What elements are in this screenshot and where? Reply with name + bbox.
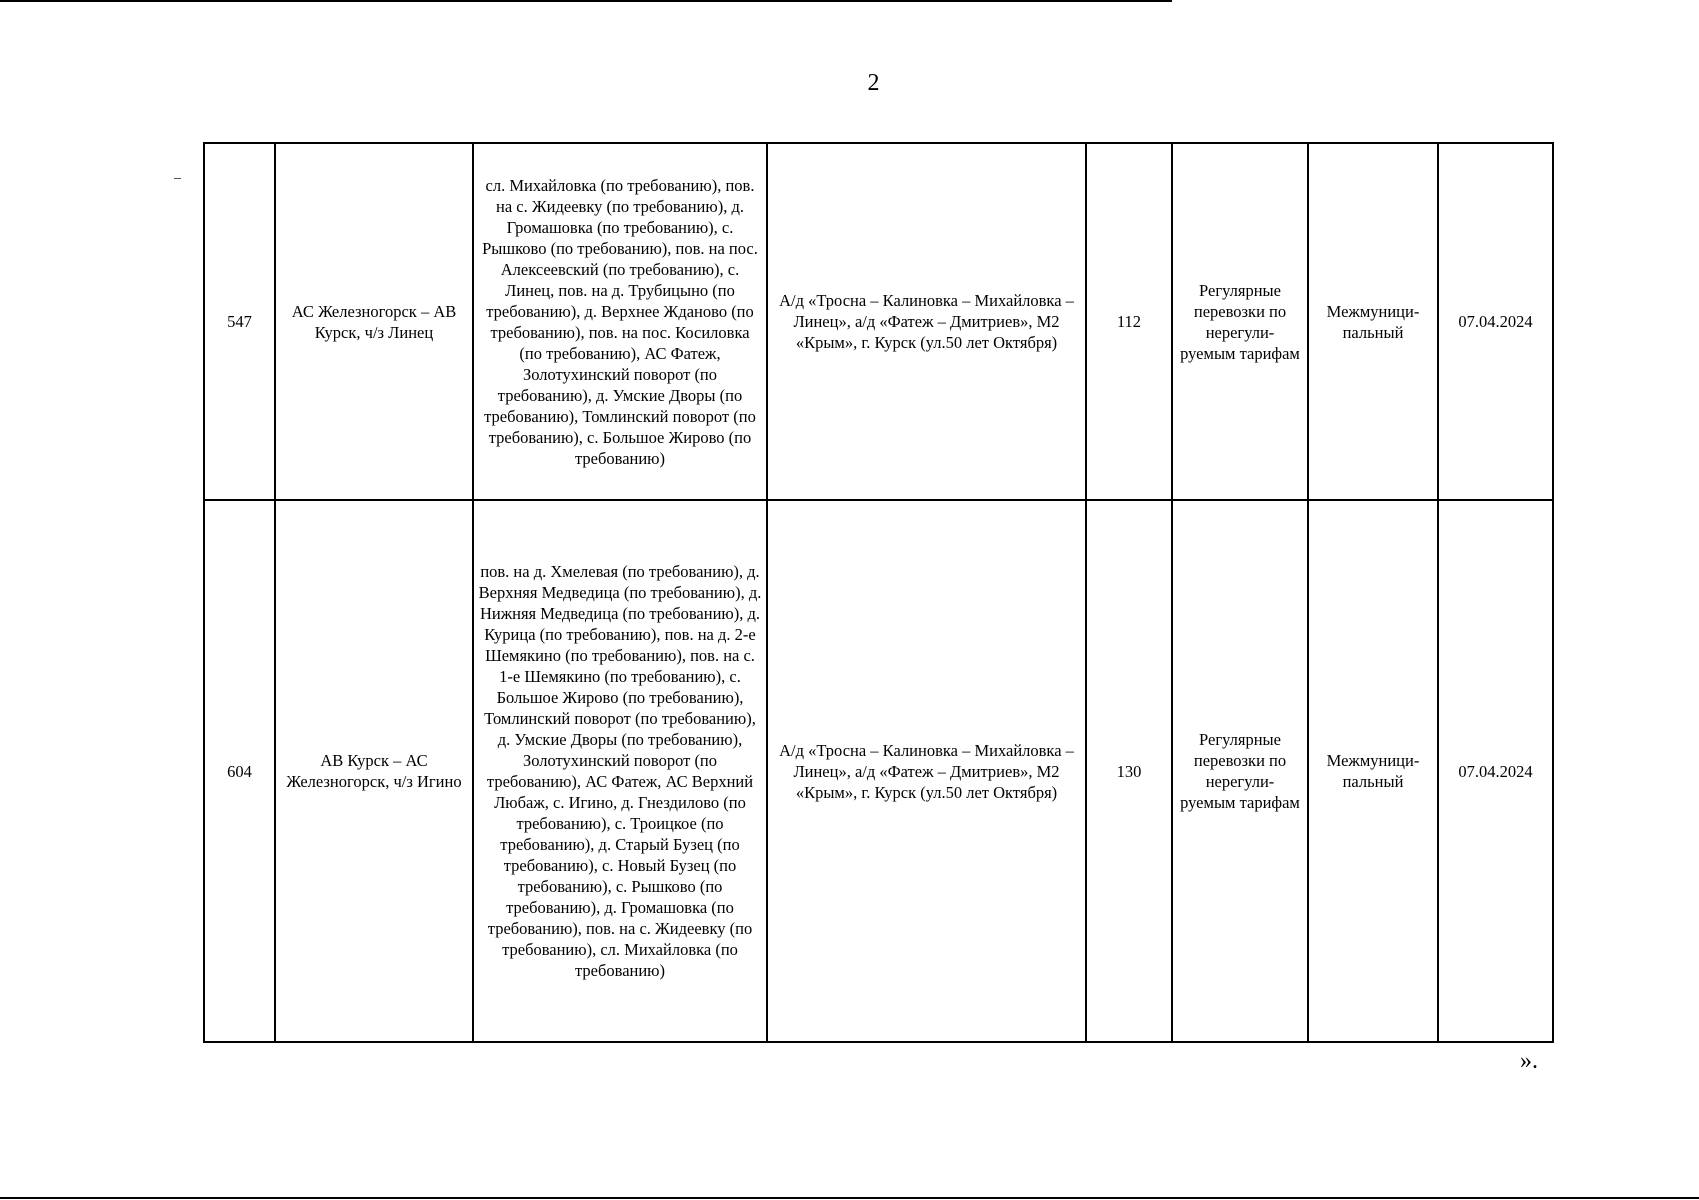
page-number: 2 (867, 70, 880, 96)
route-roads-cell: А/д «Тросна – Калиновка – Михайловка – Линец», а/д «Фатеж – Дмитриев», М2 «Крым», г. Курск (ул.50 лет Октября) (767, 500, 1086, 1042)
route-stops-cell: пов. на д. Хмелевая (по требованию), д. Верхняя Медведица (по требованию), д. Нижняя Медведица (по требованию), д. Курица (по требованию), пов. на д. 2-е Шемякино (по требованию), пов. на с. 1-е Шемякино (по требованию), с. Большое Жирово (по требованию), Томлинский поворот (по требованию), д. Умские Дворы (по требованию), Золотухинский поворот (по требованию), АС Фатеж, АС Верхний Любаж, с. Игино, д. Гнездилово (по требованию), с. Троицкое (по требованию), д. Старый Бузец (по требованию), с. Новый Бузец (по требованию), с. Рышково (по требованию), д. Громашовка (по требованию), пов. на с. Жидеевку (по требованию), сл. Михайловка (по требованию) (473, 500, 767, 1042)
route-kind-cell: Межмуници-пальный (1308, 143, 1438, 500)
route-length-cell: 112 (1086, 143, 1172, 500)
bottom-edge-rule (0, 1197, 1699, 1199)
route-date-cell: 07.04.2024 (1438, 143, 1553, 500)
route-name-cell: АС Железногорск – АВ Курск, ч/з Линец (275, 143, 473, 500)
table-row (204, 500, 1553, 1042)
route-name-cell: АВ Курск – АС Железногорск, ч/з Игино (275, 500, 473, 1042)
route-number-cell: 547 (204, 143, 275, 500)
table-row (204, 143, 1553, 500)
route-kind-cell: Межмуници-пальный (1308, 500, 1438, 1042)
closing-quote-mark: ». (1520, 1048, 1538, 1074)
route-length-cell: 130 (1086, 500, 1172, 1042)
margin-mark (174, 178, 181, 179)
route-roads-cell: А/д «Тросна – Калиновка – Михайловка – Линец», а/д «Фатеж – Дмитриев», М2 «Крым», г. Курск (ул.50 лет Октября) (767, 143, 1086, 500)
route-date-cell: 07.04.2024 (1438, 500, 1553, 1042)
transport-type-cell: Регулярные перевозки по нерегули-руемым тарифам (1172, 143, 1308, 500)
transport-type-cell: Регулярные перевозки по нерегули-руемым тарифам (1172, 500, 1308, 1042)
route-number-cell: 604 (204, 500, 275, 1042)
top-edge-rule (0, 0, 1172, 2)
route-stops-cell: сл. Михайловка (по требованию), пов. на с. Жидеевку (по требованию), д. Громашовка (по требованию), с. Рышково (по требованию), пов. на пос. Алексеевский (по требованию), с. Линец, пов. на д. Трубицыно (по требованию), д. Верхнее Жданово (по требованию), пов. на пос. Косиловка (по требованию), АС Фатеж, Золотухинский поворот (по требованию), д. Умские Дворы (по требованию), Томлинский поворот (по требованию), с. Большое Жирово (по требованию) (473, 143, 767, 500)
routes-table (203, 142, 1554, 1043)
